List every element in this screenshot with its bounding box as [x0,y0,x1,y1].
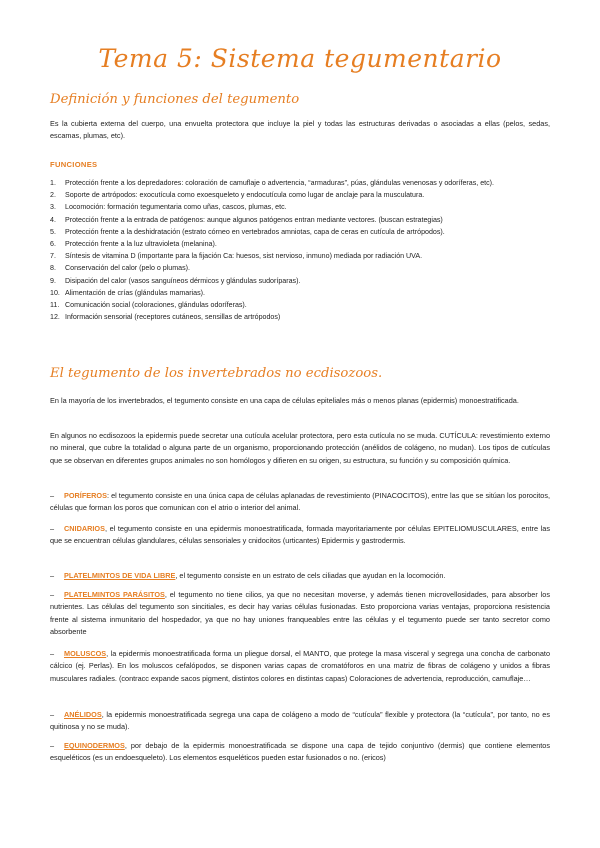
funciones-list [50,177,550,323]
bullet-platelmintos-vida-libre: – PLATELMINTOS DE VIDA LIBRE, el tegumento consiste en un estrato de cels ciliadas que ayudan en la locomoción. [50,570,550,582]
list-item: 1. Protección frente a los depredadores: coloración de camuflaje o advertencia, “armaduras”, púas, glándulas venenosas y odoríferas, etc). [50,179,495,187]
intro-paragraph: Es la cubierta externa del cuerpo, una envuelta protectora que incluye la piel y todas las estructuras derivadas o asociadas a ellas (pelos, sedas, escamas, plumas, etc). [50,119,550,141]
bullet-dash: – [50,710,55,719]
bullet-term: PORÍFEROS [64,491,107,500]
bullet-anelidos: – ANÉLIDOS, la epidermis monoestratificada segrega una capa de colágeno a modo de “cutícula” flexible y protectora (la “cutícula”, por tanto, no es quitinosa y no se muda). [50,710,550,732]
bullet-term: MOLUSCOS [64,649,107,658]
bullet-term: ANÉLIDOS [64,710,102,719]
bullet-dash: – [50,524,55,533]
bullet-term: PLATELMINTOS DE VIDA LIBRE [64,571,176,580]
bullet-poriferos: – PORÍFEROS: el tegumento consiste en una única capa de células aplanadas de revestimiento (PINACOCITOS), entre las que se sitúan los porocitos, células que forman los poros que comunican con el atrio o interior del animal. [50,491,550,513]
bullet-dash: – [50,590,55,599]
list-item: 3. Locomoción: formación tegumentaria como uñas, cascos, plumas, etc. [50,203,287,212]
list-item: 9. Disipación del calor (vasos sanguíneos dérmicos y glándulas sudoríparas). [50,276,301,285]
bullet-moluscos: – MOLUSCOS, la epidermis monoestratificada forma un pliegue dorsal, el MANTO, que protege la masa visceral y segrega una concha de carbonato cálcico (ej. Perlas). En los moluscos cefalópodos, se disponen varias capas de cromatóforos en una matriz de fibras de colágeno y unidos a fibras musculares radiales. (contracc expande sacos pigment, distintos colores en distintas capas) Coloraciones de advertencia, reproducción, camuflaje… [50,649,550,683]
list-item: 11. Comunicación social (coloraciones, glándulas odoríferas). [50,301,247,310]
bullet-term: CNIDARIOS [64,524,105,533]
funciones-label: FUNCIONES [50,160,98,169]
bullet-dash: – [50,571,55,580]
bullet-dash: – [50,649,55,658]
list-item: 2. Soporte de artrópodos: exocutícula como exoesqueleto y endocutícula como lugar de anclaje para la musculatura. [50,191,425,200]
bullet-cnidarios: – CNIDARIOS, el tegumento consiste en una epidermis monoestratificada, formada mayoritariamente por células EPITELIOMUSCULARES, entre las que se encuentran células glandulares, células sensoriales y cnidocitos (urticantes) Epidermis y gastrodermis. [50,524,550,546]
paragraph-invertebrados: En la mayoría de los invertebrados, el tegumento consiste en una capa de células epiteliales más o menos planas (epidermis) monoestratificada. [50,396,519,405]
bullet-term: EQUINODERMOS [64,741,125,750]
list-item: 5. Protección frente a la deshidratación (estrato córneo en vertebrados amniotas, capa de ceras en cutícula de artrópodos). [50,227,445,236]
section-heading-invertebrados: El tegumento de los invertebrados no ecdisozoos. [50,366,383,381]
list-item: 4. Protección frente a la entrada de patógenos: aunque algunos patógenos entran mediante vectores. (buscan estrategias) [50,215,443,224]
paragraph-cuticula: En algunos no ecdisozoos la epidermis puede secretar una cutícula acelular protectora, pero esta cutícula no se muda. CUTÍCULA: revestimiento externo no mineral, que cubre la totalidad o alguna parte de un organismo, proporcionando protección (anélidos de colágeno, no mudan). Los tipos de cutículas que se observan en diferentes grupos animales no son homólogos y difieren en su origen, su estructura, su función y su composición química. [50,431,550,465]
bullet-term: PLATELMINTOS PARÁSITOS [64,590,165,599]
list-item: 8. Conservación del calor (pelo o plumas). [50,264,190,273]
section-heading-definicion: Definición y funciones del tegumento [50,92,300,107]
bullet-equinodermos: – EQUINODERMOS, por debajo de la epidermis monoestratificada se dispone una capa de tejido conjuntivo (dermis) que contiene elementos esqueléticos (es un endoesqueleto). Los elementos esqueléticos pueden estar fusionados o no. (ericos) [50,741,550,763]
bullet-platelmintos-parasitos: – PLATELMINTOS PARÁSITOS, el tegumento no tiene cilios, ya que no necesitan moverse, y además tienen microvellosidades, para absorber los nutrientes. Las células del tegumento son sincitiales, es decir hay varias células fusionadas. Esto proporciona varias ventajas, proporciona resistencia frente al sistema inmunitario del hospedador, ya que no hay uniones franqueables entre las células y el tegumento puede ser tanto secretor como absorbente [50,590,550,637]
bullet-dash: – [50,491,55,500]
list-item: 6. Protección frente a la luz ultravioleta (melanina). [50,240,217,249]
page-title: Tema 5: Sistema tegumentario [98,44,502,73]
list-item: 7. Síntesis de vitamina D (importante para la fijación Ca: huesos, sist nervioso, inmuno) mediada por radiación UVA. [50,252,423,261]
list-item: 12. Información sensorial (receptores cutáneos, sensillas de artrópodos) [50,313,281,322]
bullet-dash: – [50,741,55,750]
list-item: 10. Alimentación de crías (glándulas mamarias). [50,288,205,297]
